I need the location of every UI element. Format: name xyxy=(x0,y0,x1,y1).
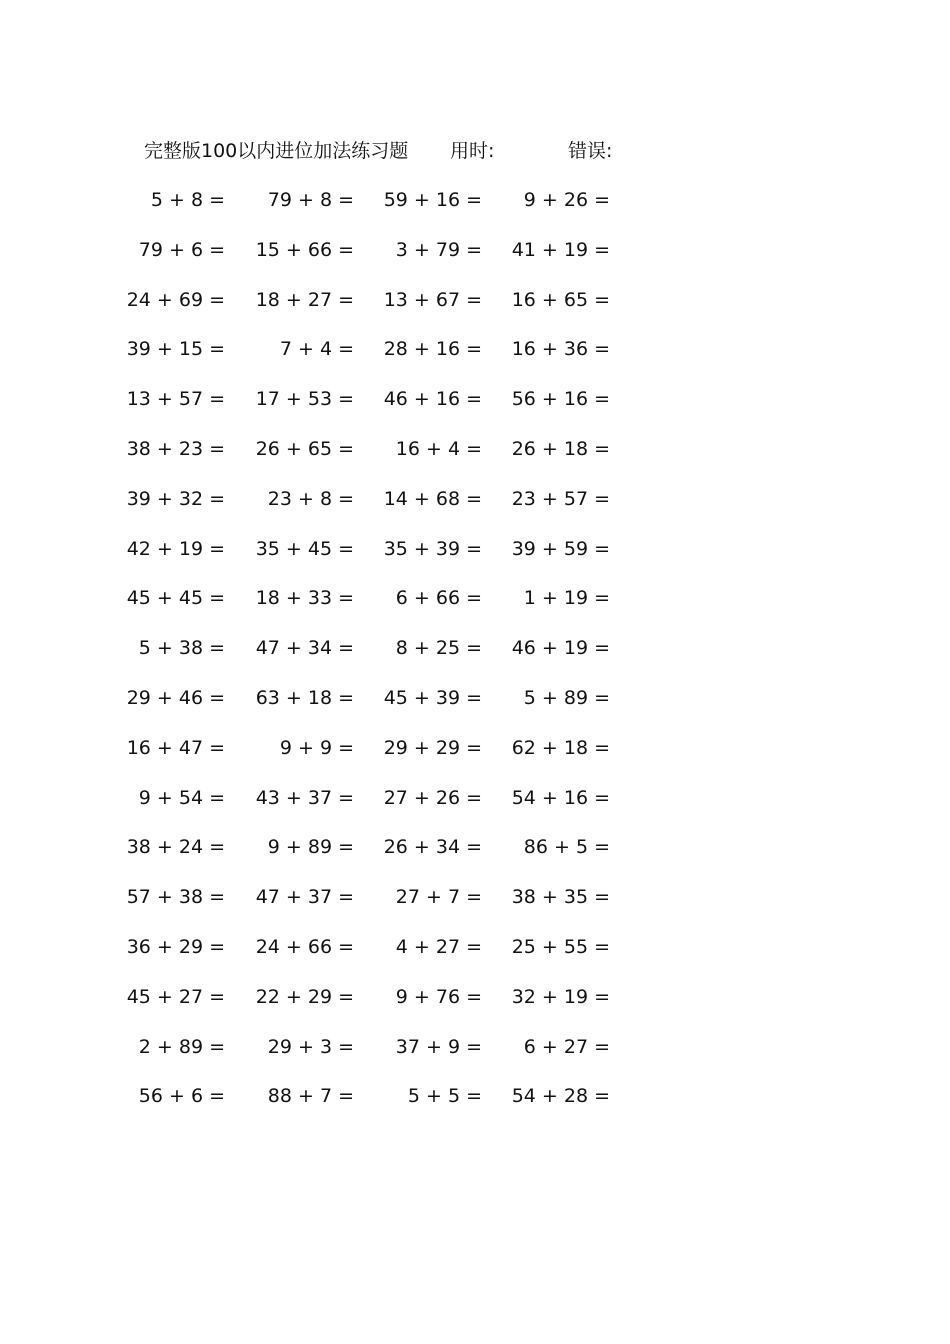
addition-problem: 27 + 7 = xyxy=(395,886,482,909)
addition-problem: 42 + 19 = xyxy=(126,537,225,560)
addition-problem: 16 + 47 = xyxy=(126,736,225,759)
addition-problem: 9 + 76 = xyxy=(395,985,482,1008)
addition-problem: 39 + 15 = xyxy=(126,338,225,361)
worksheet-title: 完整版100以内进位加法练习题 xyxy=(144,140,409,162)
addition-problem: 22 + 29 = xyxy=(255,985,354,1008)
addition-problem: 5 + 38 = xyxy=(138,637,225,660)
addition-problem: 23 + 57 = xyxy=(511,487,610,510)
addition-problem: 23 + 8 = xyxy=(267,487,354,510)
problem-grid xyxy=(0,185,950,1131)
addition-problem: 47 + 37 = xyxy=(255,886,354,909)
problem-row xyxy=(0,633,950,683)
time-used-label: 用时: xyxy=(450,140,495,162)
addition-problem: 54 + 16 = xyxy=(511,786,610,809)
problem-row xyxy=(0,484,950,534)
addition-problem: 14 + 68 = xyxy=(383,487,482,510)
addition-problem: 56 + 6 = xyxy=(138,1085,225,1108)
addition-problem: 45 + 39 = xyxy=(383,686,482,709)
addition-problem: 38 + 23 = xyxy=(126,437,225,460)
addition-problem: 29 + 46 = xyxy=(126,686,225,709)
addition-problem: 24 + 69 = xyxy=(126,288,225,311)
addition-problem: 9 + 26 = xyxy=(523,189,610,211)
addition-problem: 18 + 33 = xyxy=(255,587,354,610)
addition-problem: 2 + 89 = xyxy=(138,1035,225,1058)
problem-row xyxy=(0,334,950,384)
problem-row xyxy=(0,384,950,434)
addition-problem: 45 + 27 = xyxy=(126,985,225,1008)
addition-problem: 25 + 55 = xyxy=(511,935,610,958)
problem-row xyxy=(0,783,950,833)
problem-row xyxy=(0,235,950,285)
addition-problem: 88 + 7 = xyxy=(267,1085,354,1108)
addition-problem: 1 + 19 = xyxy=(523,587,610,610)
addition-problem: 86 + 5 = xyxy=(523,836,610,859)
problem-row xyxy=(0,683,950,733)
addition-problem: 9 + 9 = xyxy=(279,736,354,759)
addition-problem: 29 + 29 = xyxy=(383,736,482,759)
addition-problem: 35 + 45 = xyxy=(255,537,354,560)
problem-row xyxy=(0,982,950,1032)
problem-row xyxy=(0,1081,950,1131)
addition-problem: 3 + 79 = xyxy=(395,238,482,261)
addition-problem: 54 + 28 = xyxy=(511,1085,610,1108)
addition-problem: 39 + 32 = xyxy=(126,487,225,510)
problem-row xyxy=(0,185,950,235)
addition-problem: 5 + 89 = xyxy=(523,686,610,709)
addition-problem: 57 + 38 = xyxy=(126,886,225,909)
addition-problem: 29 + 3 = xyxy=(267,1035,354,1058)
addition-problem: 9 + 89 = xyxy=(267,836,354,859)
addition-problem: 16 + 36 = xyxy=(511,338,610,361)
addition-problem: 41 + 19 = xyxy=(511,238,610,261)
addition-problem: 26 + 18 = xyxy=(511,437,610,460)
addition-problem: 24 + 66 = xyxy=(255,935,354,958)
addition-problem: 35 + 39 = xyxy=(383,537,482,560)
problem-row xyxy=(0,583,950,633)
addition-problem: 45 + 45 = xyxy=(126,587,225,610)
addition-problem: 16 + 4 = xyxy=(395,437,482,460)
addition-problem: 38 + 35 = xyxy=(511,886,610,909)
addition-problem: 6 + 27 = xyxy=(523,1035,610,1058)
addition-problem: 17 + 53 = xyxy=(255,388,354,411)
addition-problem: 28 + 16 = xyxy=(383,338,482,361)
addition-problem: 15 + 66 = xyxy=(255,238,354,261)
addition-problem: 5 + 8 = xyxy=(150,189,225,211)
addition-problem: 56 + 16 = xyxy=(511,388,610,411)
errors-label: 错误: xyxy=(568,140,613,162)
addition-problem: 47 + 34 = xyxy=(255,637,354,660)
addition-problem: 79 + 8 = xyxy=(267,189,354,211)
addition-problem: 37 + 9 = xyxy=(395,1035,482,1058)
addition-problem: 26 + 34 = xyxy=(383,836,482,859)
addition-problem: 13 + 67 = xyxy=(383,288,482,311)
addition-problem: 16 + 65 = xyxy=(511,288,610,311)
problem-row xyxy=(0,932,950,982)
addition-problem: 8 + 25 = xyxy=(395,637,482,660)
addition-problem: 4 + 27 = xyxy=(395,935,482,958)
addition-problem: 38 + 24 = xyxy=(126,836,225,859)
addition-problem: 6 + 66 = xyxy=(395,587,482,610)
problem-row xyxy=(0,882,950,932)
addition-problem: 32 + 19 = xyxy=(511,985,610,1008)
problem-row xyxy=(0,434,950,484)
addition-problem: 36 + 29 = xyxy=(126,935,225,958)
addition-problem: 39 + 59 = xyxy=(511,537,610,560)
addition-problem: 9 + 54 = xyxy=(138,786,225,809)
problem-row xyxy=(0,733,950,783)
addition-problem: 26 + 65 = xyxy=(255,437,354,460)
addition-problem: 46 + 16 = xyxy=(383,388,482,411)
addition-problem: 46 + 19 = xyxy=(511,637,610,660)
addition-problem: 18 + 27 = xyxy=(255,288,354,311)
problem-row xyxy=(0,534,950,584)
addition-problem: 7 + 4 = xyxy=(279,338,354,361)
problem-row xyxy=(0,832,950,882)
addition-problem: 13 + 57 = xyxy=(126,388,225,411)
addition-problem: 63 + 18 = xyxy=(255,686,354,709)
addition-problem: 43 + 37 = xyxy=(255,786,354,809)
addition-problem: 27 + 26 = xyxy=(383,786,482,809)
addition-problem: 59 + 16 = xyxy=(383,189,482,211)
worksheet-header xyxy=(0,137,950,165)
addition-problem: 79 + 6 = xyxy=(138,238,225,261)
problem-row xyxy=(0,285,950,335)
problem-row xyxy=(0,1032,950,1082)
addition-problem: 62 + 18 = xyxy=(511,736,610,759)
addition-problem: 5 + 5 = xyxy=(407,1085,482,1108)
